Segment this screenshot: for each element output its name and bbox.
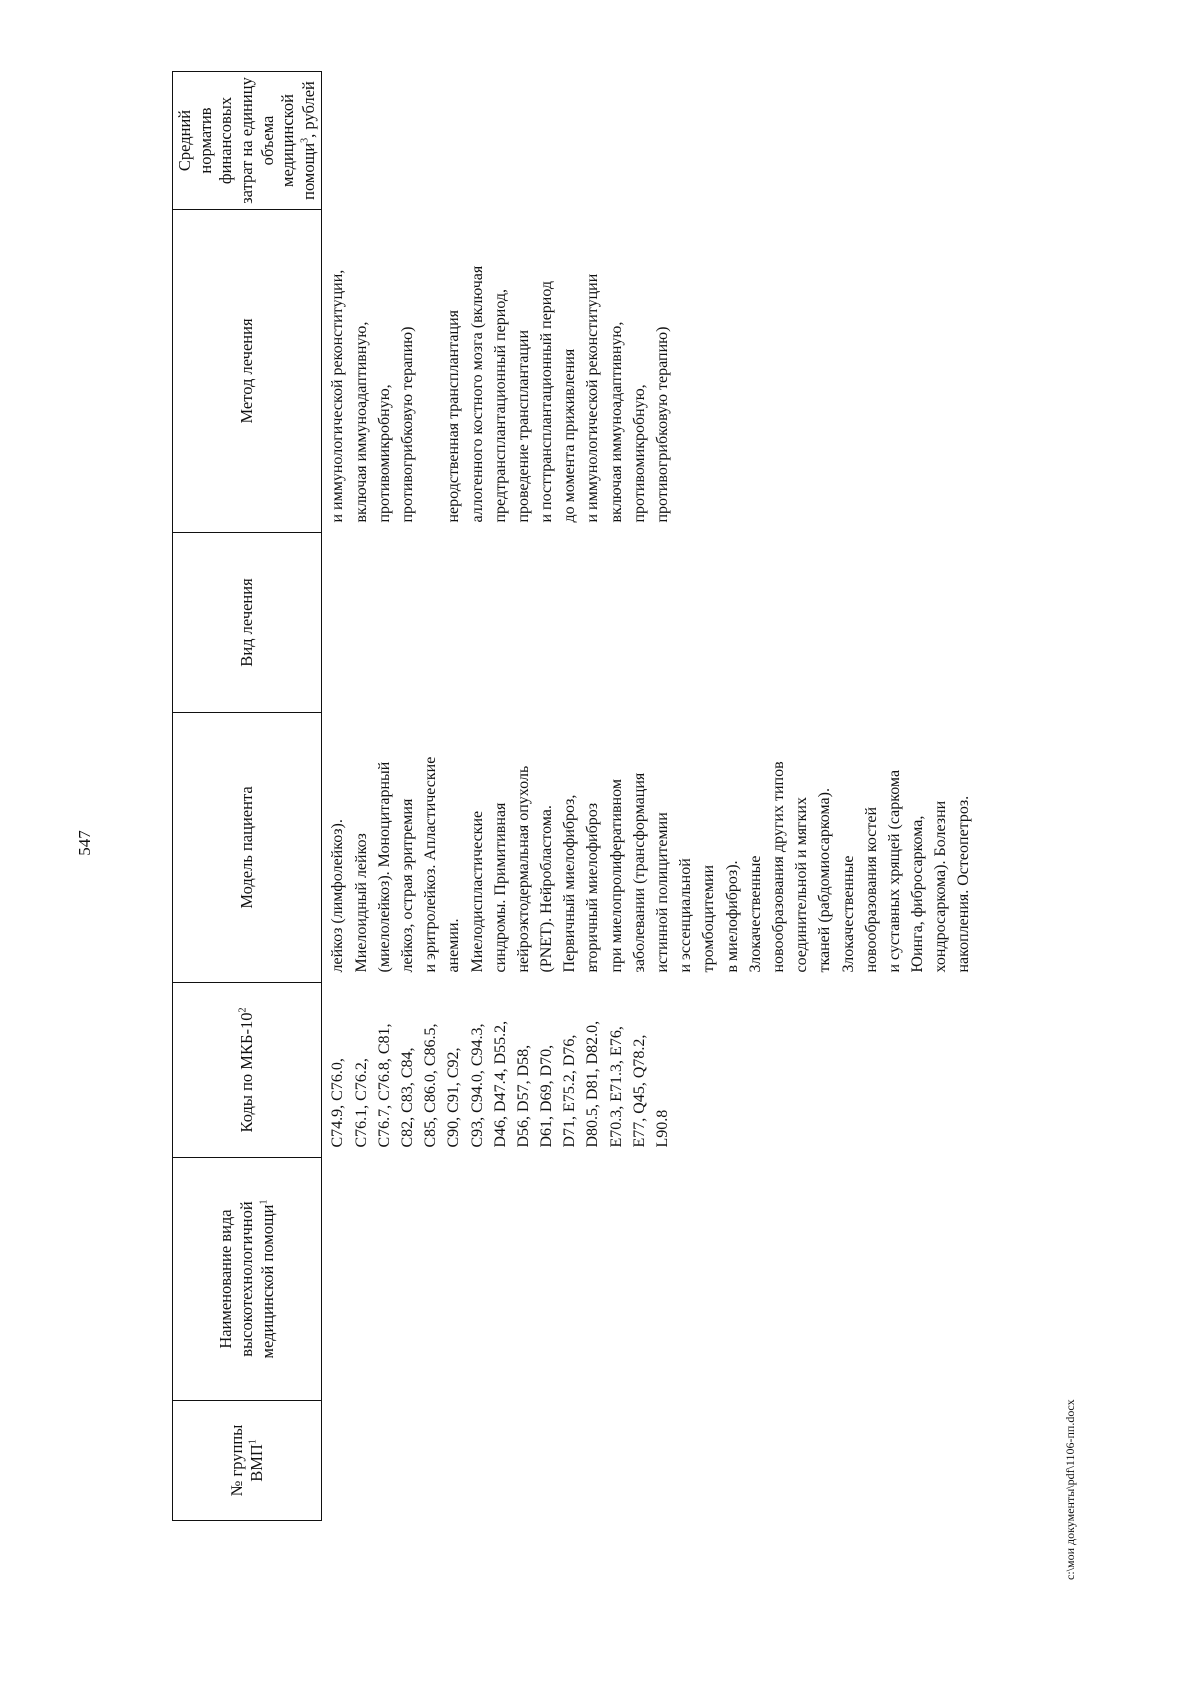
header-group-number: № группы ВМП$^1$ (173, 1401, 322, 1521)
cell-treatment-method: и иммунологической реконституции, включая иммуноадаптивную, противомикробную, противогрибковую терапию) неродственная трансплантация аллогенного костного мозга (включая предтрансплантационный период, проведение трансплантации и посттрансплантационный период до момента приживления и иммунологической реконституции включая иммуноадаптивную, противомикробную, противогрибковую терапию) (329, 265, 671, 523)
hmp-table (172, 71, 1026, 1521)
header-treatment-type: Вид лечения (173, 533, 322, 713)
cell-cost-standard (322, 72, 1027, 210)
cell-group-number (322, 1401, 1027, 1521)
header-icd-codes: Коды по МКБ-$10^2$ (173, 983, 322, 1158)
header-treatment-method: Метод лечения (173, 210, 322, 533)
header-patient-model: Модель пациента (173, 713, 322, 983)
header-cost-standard: Средний норматив финансовых затрат на единицу объема медицинской помощи$^3$, рублей (173, 72, 322, 210)
hmp-table-container (172, 72, 1022, 1521)
table-header-row (173, 72, 322, 1521)
cell-treatment-type (322, 533, 1027, 713)
cell-hmp-name (322, 1158, 1027, 1401)
cell-patient-model: лейкоз (лимфолейкоз). Миелоидный лейкоз (миелолейкоз). Моноцитарный лейкоз, острая эритремия и эритролейкоз. Апластические анемии. Миелодиспластические синдромы. Примитивная нейроэктодермальная опухоль (PNET). Нейробластома. Первичный миелофиброз, вторичный миелофиброз при миелопролиферативном заболевании (трансформация истинной полицитемии и эссенциальной тромбоцитемии в миелофиброз). Злокачественные новообразования других типов соединительной и мягких тканей (рабдомиосаркома). Злокачественные новообразования костей и суставных хрящей (саркома Юинга, фибросаркома, хондросаркома). Болезни накопления. Остеопетроз. (329, 756, 973, 973)
page-number: 547 (75, 830, 94, 856)
cell-icd-codes: C74.9, C76.0, C76.1, C76.2, C76.7, C76.8, C81, C82, C83, C84, C85, C86.0, C86.5, C90, C91, C92, C93, C94.0, C94.3, D46, D47.4, D55.2, D56, D57, D58, D61, D69, D70, D71, E75.2, D76, D80.5, D81, D82.0, E70.3, E71.3, E76, E77, Q45, Q78.2, L90.8 (329, 1020, 671, 1148)
footer-file-path: c:\мои документы\pdf\1106-пп.docx (1063, 1399, 1077, 1580)
table-row (322, 72, 1027, 1521)
header-hmp-name: Наименование вида высокотехнологичной медицинской помощи$^1$ (173, 1158, 322, 1401)
